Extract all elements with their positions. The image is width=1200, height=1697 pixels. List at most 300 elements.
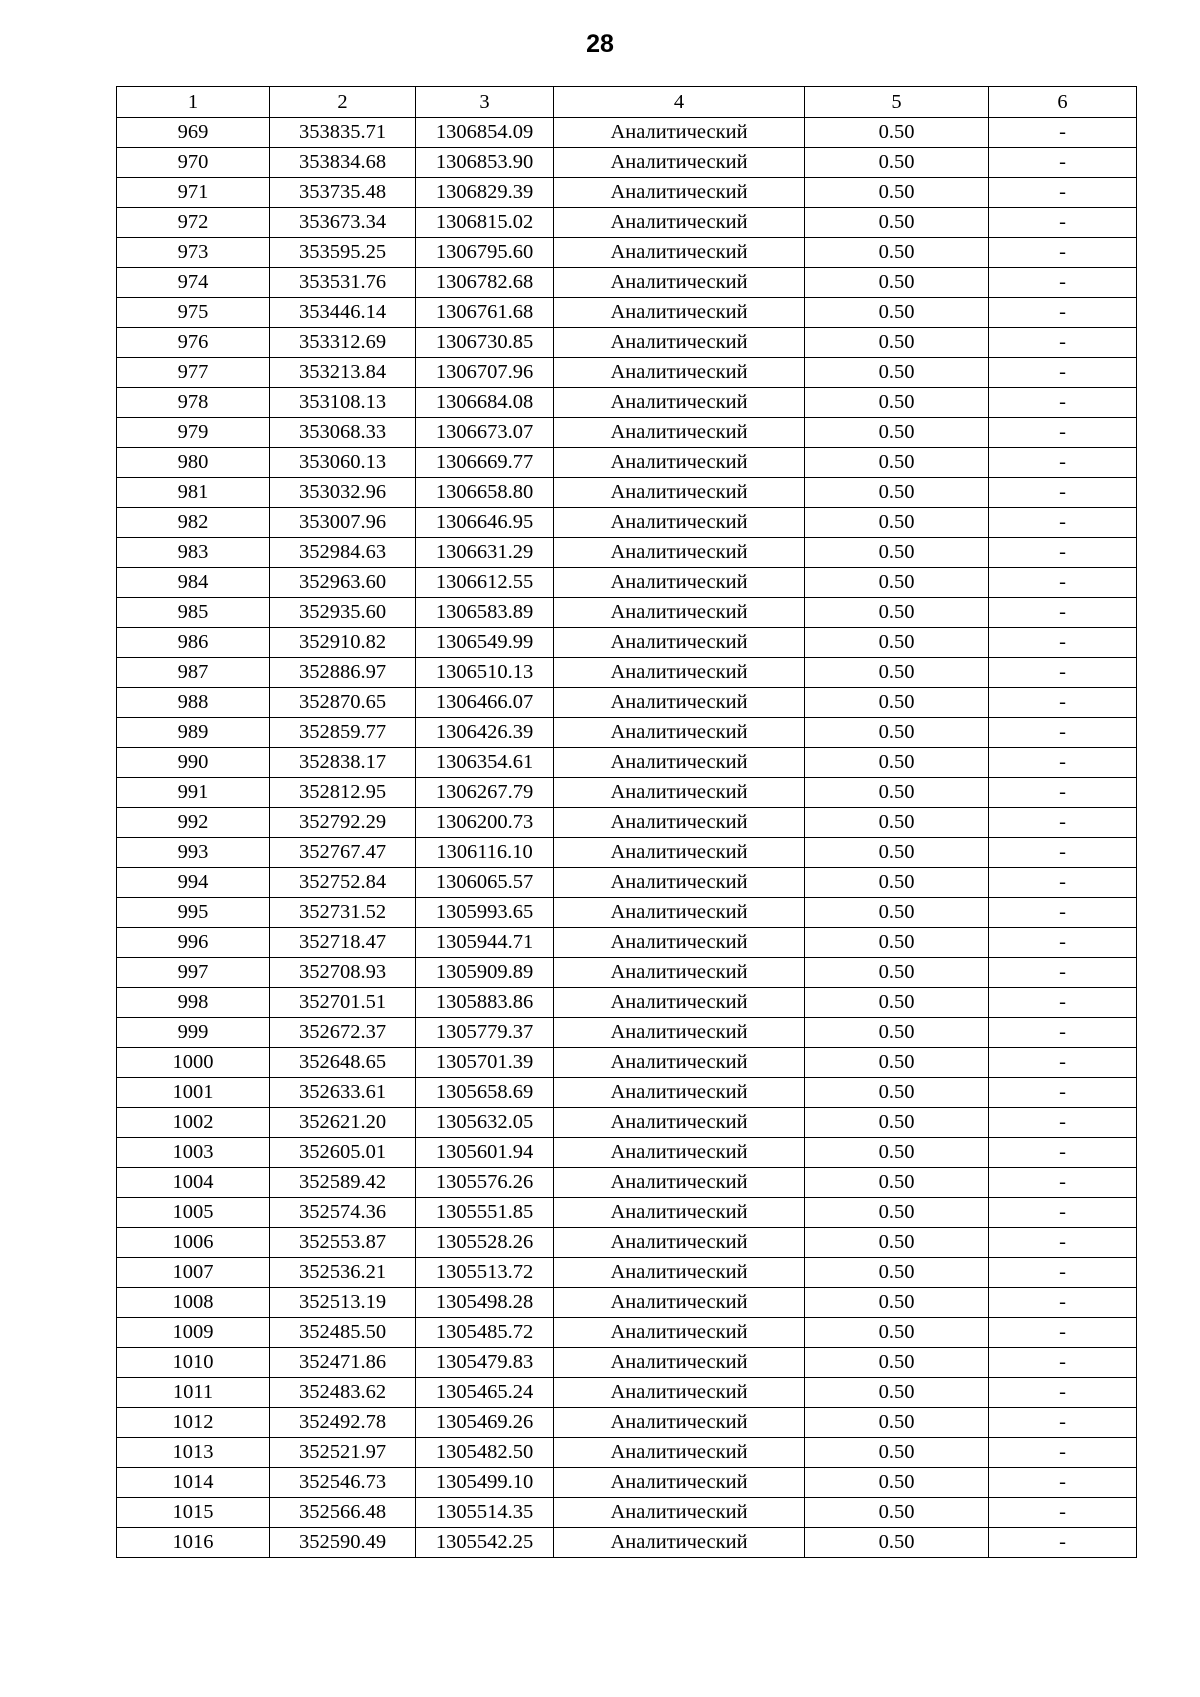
number-cell: 979 — [117, 418, 270, 448]
accuracy-cell: 0.50 — [805, 358, 989, 388]
method-cell: Аналитический — [554, 1138, 805, 1168]
x-coordinate-cell: 353060.13 — [270, 448, 416, 478]
y-coordinate-cell: 1305658.69 — [416, 1078, 554, 1108]
x-coordinate-cell: 352590.49 — [270, 1528, 416, 1558]
x-coordinate-cell: 353032.96 — [270, 478, 416, 508]
x-coordinate-cell: 353531.76 — [270, 268, 416, 298]
column-header-2: 2 — [270, 87, 416, 118]
note-cell: - — [989, 1108, 1137, 1138]
accuracy-cell: 0.50 — [805, 838, 989, 868]
table-row — [117, 478, 1137, 508]
y-coordinate-cell: 1305482.50 — [416, 1438, 554, 1468]
method-cell: Аналитический — [554, 1228, 805, 1258]
accuracy-cell: 0.50 — [805, 1468, 989, 1498]
x-coordinate-cell: 352553.87 — [270, 1228, 416, 1258]
x-coordinate-cell: 352672.37 — [270, 1018, 416, 1048]
method-cell: Аналитический — [554, 1198, 805, 1228]
number-cell: 976 — [117, 328, 270, 358]
x-coordinate-cell: 353834.68 — [270, 148, 416, 178]
x-coordinate-cell: 353835.71 — [270, 118, 416, 148]
number-cell: 990 — [117, 748, 270, 778]
y-coordinate-cell: 1305513.72 — [416, 1258, 554, 1288]
method-cell: Аналитический — [554, 118, 805, 148]
column-header-5: 5 — [805, 87, 989, 118]
table-row — [117, 1228, 1137, 1258]
note-cell: - — [989, 238, 1137, 268]
x-coordinate-cell: 352752.84 — [270, 868, 416, 898]
number-cell: 981 — [117, 478, 270, 508]
note-cell: - — [989, 418, 1137, 448]
number-cell: 988 — [117, 688, 270, 718]
x-coordinate-cell: 352731.52 — [270, 898, 416, 928]
table-row — [117, 1498, 1137, 1528]
x-coordinate-cell: 353213.84 — [270, 358, 416, 388]
number-cell: 998 — [117, 988, 270, 1018]
table-row — [117, 1378, 1137, 1408]
column-header-4: 4 — [554, 87, 805, 118]
note-cell: - — [989, 778, 1137, 808]
accuracy-cell: 0.50 — [805, 658, 989, 688]
x-coordinate-cell: 352984.63 — [270, 538, 416, 568]
y-coordinate-cell: 1305701.39 — [416, 1048, 554, 1078]
y-coordinate-cell: 1306065.57 — [416, 868, 554, 898]
note-cell: - — [989, 898, 1137, 928]
accuracy-cell: 0.50 — [805, 1288, 989, 1318]
number-cell: 994 — [117, 868, 270, 898]
x-coordinate-cell: 352483.62 — [270, 1378, 416, 1408]
note-cell: - — [989, 1348, 1137, 1378]
table-row — [117, 178, 1137, 208]
number-cell: 982 — [117, 508, 270, 538]
accuracy-cell: 0.50 — [805, 1318, 989, 1348]
note-cell: - — [989, 1528, 1137, 1558]
table-row — [117, 778, 1137, 808]
note-cell: - — [989, 928, 1137, 958]
y-coordinate-cell: 1305779.37 — [416, 1018, 554, 1048]
table-row — [117, 1018, 1137, 1048]
number-cell: 971 — [117, 178, 270, 208]
table-row — [117, 388, 1137, 418]
note-cell: - — [989, 1258, 1137, 1288]
y-coordinate-cell: 1306795.60 — [416, 238, 554, 268]
y-coordinate-cell: 1306200.73 — [416, 808, 554, 838]
y-coordinate-cell: 1306510.13 — [416, 658, 554, 688]
accuracy-cell: 0.50 — [805, 178, 989, 208]
method-cell: Аналитический — [554, 418, 805, 448]
x-coordinate-cell: 353735.48 — [270, 178, 416, 208]
method-cell: Аналитический — [554, 658, 805, 688]
method-cell: Аналитический — [554, 928, 805, 958]
table-row — [117, 418, 1137, 448]
method-cell: Аналитический — [554, 1438, 805, 1468]
table-row — [117, 988, 1137, 1018]
note-cell: - — [989, 658, 1137, 688]
number-cell: 1004 — [117, 1168, 270, 1198]
note-cell: - — [989, 298, 1137, 328]
x-coordinate-cell: 352566.48 — [270, 1498, 416, 1528]
method-cell: Аналитический — [554, 1468, 805, 1498]
y-coordinate-cell: 1305514.35 — [416, 1498, 554, 1528]
table-row — [117, 1348, 1137, 1378]
y-coordinate-cell: 1305465.24 — [416, 1378, 554, 1408]
accuracy-cell: 0.50 — [805, 598, 989, 628]
x-coordinate-cell: 353595.25 — [270, 238, 416, 268]
number-cell: 992 — [117, 808, 270, 838]
method-cell: Аналитический — [554, 328, 805, 358]
x-coordinate-cell: 353312.69 — [270, 328, 416, 358]
x-coordinate-cell: 352910.82 — [270, 628, 416, 658]
table-row — [117, 148, 1137, 178]
y-coordinate-cell: 1306116.10 — [416, 838, 554, 868]
y-coordinate-cell: 1305469.26 — [416, 1408, 554, 1438]
method-cell: Аналитический — [554, 988, 805, 1018]
accuracy-cell: 0.50 — [805, 1228, 989, 1258]
accuracy-cell: 0.50 — [805, 1108, 989, 1138]
table-header-row — [117, 87, 1137, 118]
x-coordinate-cell: 352701.51 — [270, 988, 416, 1018]
method-cell: Аналитический — [554, 1348, 805, 1378]
x-coordinate-cell: 352605.01 — [270, 1138, 416, 1168]
x-coordinate-cell: 353673.34 — [270, 208, 416, 238]
y-coordinate-cell: 1306730.85 — [416, 328, 554, 358]
note-cell: - — [989, 178, 1137, 208]
accuracy-cell: 0.50 — [805, 778, 989, 808]
note-cell: - — [989, 448, 1137, 478]
table-row — [117, 1468, 1137, 1498]
table-row — [117, 1288, 1137, 1318]
column-header-3: 3 — [416, 87, 554, 118]
x-coordinate-cell: 352935.60 — [270, 598, 416, 628]
note-cell: - — [989, 208, 1137, 238]
note-cell: - — [989, 1228, 1137, 1258]
accuracy-cell: 0.50 — [805, 1258, 989, 1288]
accuracy-cell: 0.50 — [805, 538, 989, 568]
y-coordinate-cell: 1306673.07 — [416, 418, 554, 448]
x-coordinate-cell: 352574.36 — [270, 1198, 416, 1228]
method-cell: Аналитический — [554, 838, 805, 868]
method-cell: Аналитический — [554, 1498, 805, 1528]
note-cell: - — [989, 598, 1137, 628]
note-cell: - — [989, 1408, 1137, 1438]
accuracy-cell: 0.50 — [805, 958, 989, 988]
note-cell: - — [989, 958, 1137, 988]
x-coordinate-cell: 352536.21 — [270, 1258, 416, 1288]
accuracy-cell: 0.50 — [805, 718, 989, 748]
note-cell: - — [989, 988, 1137, 1018]
accuracy-cell: 0.50 — [805, 148, 989, 178]
table-row — [117, 838, 1137, 868]
y-coordinate-cell: 1306658.80 — [416, 478, 554, 508]
number-cell: 1015 — [117, 1498, 270, 1528]
table-row — [117, 1198, 1137, 1228]
number-cell: 987 — [117, 658, 270, 688]
number-cell: 1007 — [117, 1258, 270, 1288]
accuracy-cell: 0.50 — [805, 748, 989, 778]
method-cell: Аналитический — [554, 538, 805, 568]
table-row — [117, 118, 1137, 148]
accuracy-cell: 0.50 — [805, 1168, 989, 1198]
number-cell: 980 — [117, 448, 270, 478]
table-row — [117, 238, 1137, 268]
number-cell: 985 — [117, 598, 270, 628]
number-cell: 1010 — [117, 1348, 270, 1378]
table-row — [117, 748, 1137, 778]
x-coordinate-cell: 352708.93 — [270, 958, 416, 988]
number-cell: 977 — [117, 358, 270, 388]
y-coordinate-cell: 1305993.65 — [416, 898, 554, 928]
method-cell: Аналитический — [554, 568, 805, 598]
note-cell: - — [989, 1288, 1137, 1318]
method-cell: Аналитический — [554, 1078, 805, 1108]
accuracy-cell: 0.50 — [805, 868, 989, 898]
y-coordinate-cell: 1305479.83 — [416, 1348, 554, 1378]
number-cell: 991 — [117, 778, 270, 808]
table-row — [117, 1138, 1137, 1168]
x-coordinate-cell: 352513.19 — [270, 1288, 416, 1318]
x-coordinate-cell: 352546.73 — [270, 1468, 416, 1498]
number-cell: 984 — [117, 568, 270, 598]
y-coordinate-cell: 1306761.68 — [416, 298, 554, 328]
method-cell: Аналитический — [554, 718, 805, 748]
y-coordinate-cell: 1306854.09 — [416, 118, 554, 148]
note-cell: - — [989, 628, 1137, 658]
method-cell: Аналитический — [554, 898, 805, 928]
table-row — [117, 358, 1137, 388]
accuracy-cell: 0.50 — [805, 1498, 989, 1528]
table-body — [117, 87, 1137, 1558]
method-cell: Аналитический — [554, 448, 805, 478]
number-cell: 983 — [117, 538, 270, 568]
accuracy-cell: 0.50 — [805, 1078, 989, 1108]
number-cell: 1002 — [117, 1108, 270, 1138]
number-cell: 999 — [117, 1018, 270, 1048]
y-coordinate-cell: 1306426.39 — [416, 718, 554, 748]
number-cell: 989 — [117, 718, 270, 748]
table-row — [117, 508, 1137, 538]
table-row — [117, 1048, 1137, 1078]
method-cell: Аналитический — [554, 688, 805, 718]
method-cell: Аналитический — [554, 478, 805, 508]
table-row — [117, 1408, 1137, 1438]
method-cell: Аналитический — [554, 1108, 805, 1138]
y-coordinate-cell: 1305632.05 — [416, 1108, 554, 1138]
method-cell: Аналитический — [554, 148, 805, 178]
y-coordinate-cell: 1306684.08 — [416, 388, 554, 418]
y-coordinate-cell: 1306354.61 — [416, 748, 554, 778]
method-cell: Аналитический — [554, 958, 805, 988]
accuracy-cell: 0.50 — [805, 118, 989, 148]
method-cell: Аналитический — [554, 238, 805, 268]
accuracy-cell: 0.50 — [805, 688, 989, 718]
accuracy-cell: 0.50 — [805, 298, 989, 328]
accuracy-cell: 0.50 — [805, 1138, 989, 1168]
y-coordinate-cell: 1305551.85 — [416, 1198, 554, 1228]
table-row — [117, 688, 1137, 718]
accuracy-cell: 0.50 — [805, 568, 989, 598]
x-coordinate-cell: 352870.65 — [270, 688, 416, 718]
number-cell: 1006 — [117, 1228, 270, 1258]
note-cell: - — [989, 508, 1137, 538]
y-coordinate-cell: 1306612.55 — [416, 568, 554, 598]
note-cell: - — [989, 118, 1137, 148]
method-cell: Аналитический — [554, 298, 805, 328]
method-cell: Аналитический — [554, 508, 805, 538]
note-cell: - — [989, 1048, 1137, 1078]
x-coordinate-cell: 352621.20 — [270, 1108, 416, 1138]
x-coordinate-cell: 352633.61 — [270, 1078, 416, 1108]
method-cell: Аналитический — [554, 778, 805, 808]
y-coordinate-cell: 1305485.72 — [416, 1318, 554, 1348]
method-cell: Аналитический — [554, 208, 805, 238]
accuracy-cell: 0.50 — [805, 328, 989, 358]
method-cell: Аналитический — [554, 868, 805, 898]
table-row — [117, 1258, 1137, 1288]
accuracy-cell: 0.50 — [805, 1048, 989, 1078]
y-coordinate-cell: 1306583.89 — [416, 598, 554, 628]
table-row — [117, 298, 1137, 328]
x-coordinate-cell: 352886.97 — [270, 658, 416, 688]
accuracy-cell: 0.50 — [805, 1198, 989, 1228]
column-header-6: 6 — [989, 87, 1137, 118]
accuracy-cell: 0.50 — [805, 808, 989, 838]
number-cell: 1012 — [117, 1408, 270, 1438]
x-coordinate-cell: 352963.60 — [270, 568, 416, 598]
number-cell: 1009 — [117, 1318, 270, 1348]
table-row — [117, 628, 1137, 658]
table-row — [117, 598, 1137, 628]
y-coordinate-cell: 1305909.89 — [416, 958, 554, 988]
x-coordinate-cell: 352648.65 — [270, 1048, 416, 1078]
method-cell: Аналитический — [554, 358, 805, 388]
y-coordinate-cell: 1306549.99 — [416, 628, 554, 658]
note-cell: - — [989, 748, 1137, 778]
table-row — [117, 958, 1137, 988]
note-cell: - — [989, 328, 1137, 358]
table-row — [117, 658, 1137, 688]
y-coordinate-cell: 1306466.07 — [416, 688, 554, 718]
number-cell: 997 — [117, 958, 270, 988]
number-cell: 974 — [117, 268, 270, 298]
number-cell: 1008 — [117, 1288, 270, 1318]
note-cell: - — [989, 718, 1137, 748]
y-coordinate-cell: 1306669.77 — [416, 448, 554, 478]
accuracy-cell: 0.50 — [805, 898, 989, 928]
accuracy-cell: 0.50 — [805, 448, 989, 478]
number-cell: 1014 — [117, 1468, 270, 1498]
note-cell: - — [989, 478, 1137, 508]
number-cell: 975 — [117, 298, 270, 328]
y-coordinate-cell: 1305944.71 — [416, 928, 554, 958]
accuracy-cell: 0.50 — [805, 418, 989, 448]
y-coordinate-cell: 1306631.29 — [416, 538, 554, 568]
note-cell: - — [989, 1318, 1137, 1348]
accuracy-cell: 0.50 — [805, 208, 989, 238]
y-coordinate-cell: 1306267.79 — [416, 778, 554, 808]
accuracy-cell: 0.50 — [805, 988, 989, 1018]
column-header-1: 1 — [117, 87, 270, 118]
x-coordinate-cell: 353446.14 — [270, 298, 416, 328]
table-row — [117, 868, 1137, 898]
number-cell: 972 — [117, 208, 270, 238]
number-cell: 995 — [117, 898, 270, 928]
page-number: 28 — [586, 30, 614, 58]
note-cell: - — [989, 1468, 1137, 1498]
y-coordinate-cell: 1306853.90 — [416, 148, 554, 178]
table-row — [117, 1438, 1137, 1468]
table-row — [117, 568, 1137, 598]
method-cell: Аналитический — [554, 1408, 805, 1438]
table-row — [117, 538, 1137, 568]
x-coordinate-cell: 352485.50 — [270, 1318, 416, 1348]
number-cell: 1013 — [117, 1438, 270, 1468]
y-coordinate-cell: 1305601.94 — [416, 1138, 554, 1168]
table-row — [117, 928, 1137, 958]
y-coordinate-cell: 1306782.68 — [416, 268, 554, 298]
table-row — [117, 448, 1137, 478]
note-cell: - — [989, 1378, 1137, 1408]
x-coordinate-cell: 352589.42 — [270, 1168, 416, 1198]
y-coordinate-cell: 1305498.28 — [416, 1288, 554, 1318]
y-coordinate-cell: 1305528.26 — [416, 1228, 554, 1258]
method-cell: Аналитический — [554, 748, 805, 778]
method-cell: Аналитический — [554, 1378, 805, 1408]
accuracy-cell: 0.50 — [805, 1408, 989, 1438]
method-cell: Аналитический — [554, 178, 805, 208]
x-coordinate-cell: 352718.47 — [270, 928, 416, 958]
number-cell: 1003 — [117, 1138, 270, 1168]
note-cell: - — [989, 388, 1137, 418]
x-coordinate-cell: 352767.47 — [270, 838, 416, 868]
accuracy-cell: 0.50 — [805, 1528, 989, 1558]
note-cell: - — [989, 1138, 1137, 1168]
note-cell: - — [989, 538, 1137, 568]
number-cell: 978 — [117, 388, 270, 418]
y-coordinate-cell: 1305542.25 — [416, 1528, 554, 1558]
method-cell: Аналитический — [554, 1318, 805, 1348]
number-cell: 970 — [117, 148, 270, 178]
y-coordinate-cell: 1306815.02 — [416, 208, 554, 238]
table-row — [117, 1078, 1137, 1108]
method-cell: Аналитический — [554, 1528, 805, 1558]
x-coordinate-cell: 352521.97 — [270, 1438, 416, 1468]
number-cell: 1016 — [117, 1528, 270, 1558]
number-cell: 1005 — [117, 1198, 270, 1228]
table-row — [117, 268, 1137, 298]
method-cell: Аналитический — [554, 268, 805, 298]
x-coordinate-cell: 353007.96 — [270, 508, 416, 538]
number-cell: 1011 — [117, 1378, 270, 1408]
y-coordinate-cell: 1305576.26 — [416, 1168, 554, 1198]
note-cell: - — [989, 838, 1137, 868]
table-row — [117, 718, 1137, 748]
accuracy-cell: 0.50 — [805, 508, 989, 538]
method-cell: Аналитический — [554, 388, 805, 418]
y-coordinate-cell: 1305499.10 — [416, 1468, 554, 1498]
number-cell: 1000 — [117, 1048, 270, 1078]
x-coordinate-cell: 353108.13 — [270, 388, 416, 418]
table-row — [117, 1108, 1137, 1138]
note-cell: - — [989, 1198, 1137, 1228]
y-coordinate-cell: 1306646.95 — [416, 508, 554, 538]
note-cell: - — [989, 358, 1137, 388]
method-cell: Аналитический — [554, 1258, 805, 1288]
accuracy-cell: 0.50 — [805, 1438, 989, 1468]
method-cell: Аналитический — [554, 1018, 805, 1048]
method-cell: Аналитический — [554, 598, 805, 628]
x-coordinate-cell: 352838.17 — [270, 748, 416, 778]
accuracy-cell: 0.50 — [805, 1378, 989, 1408]
accuracy-cell: 0.50 — [805, 1348, 989, 1378]
